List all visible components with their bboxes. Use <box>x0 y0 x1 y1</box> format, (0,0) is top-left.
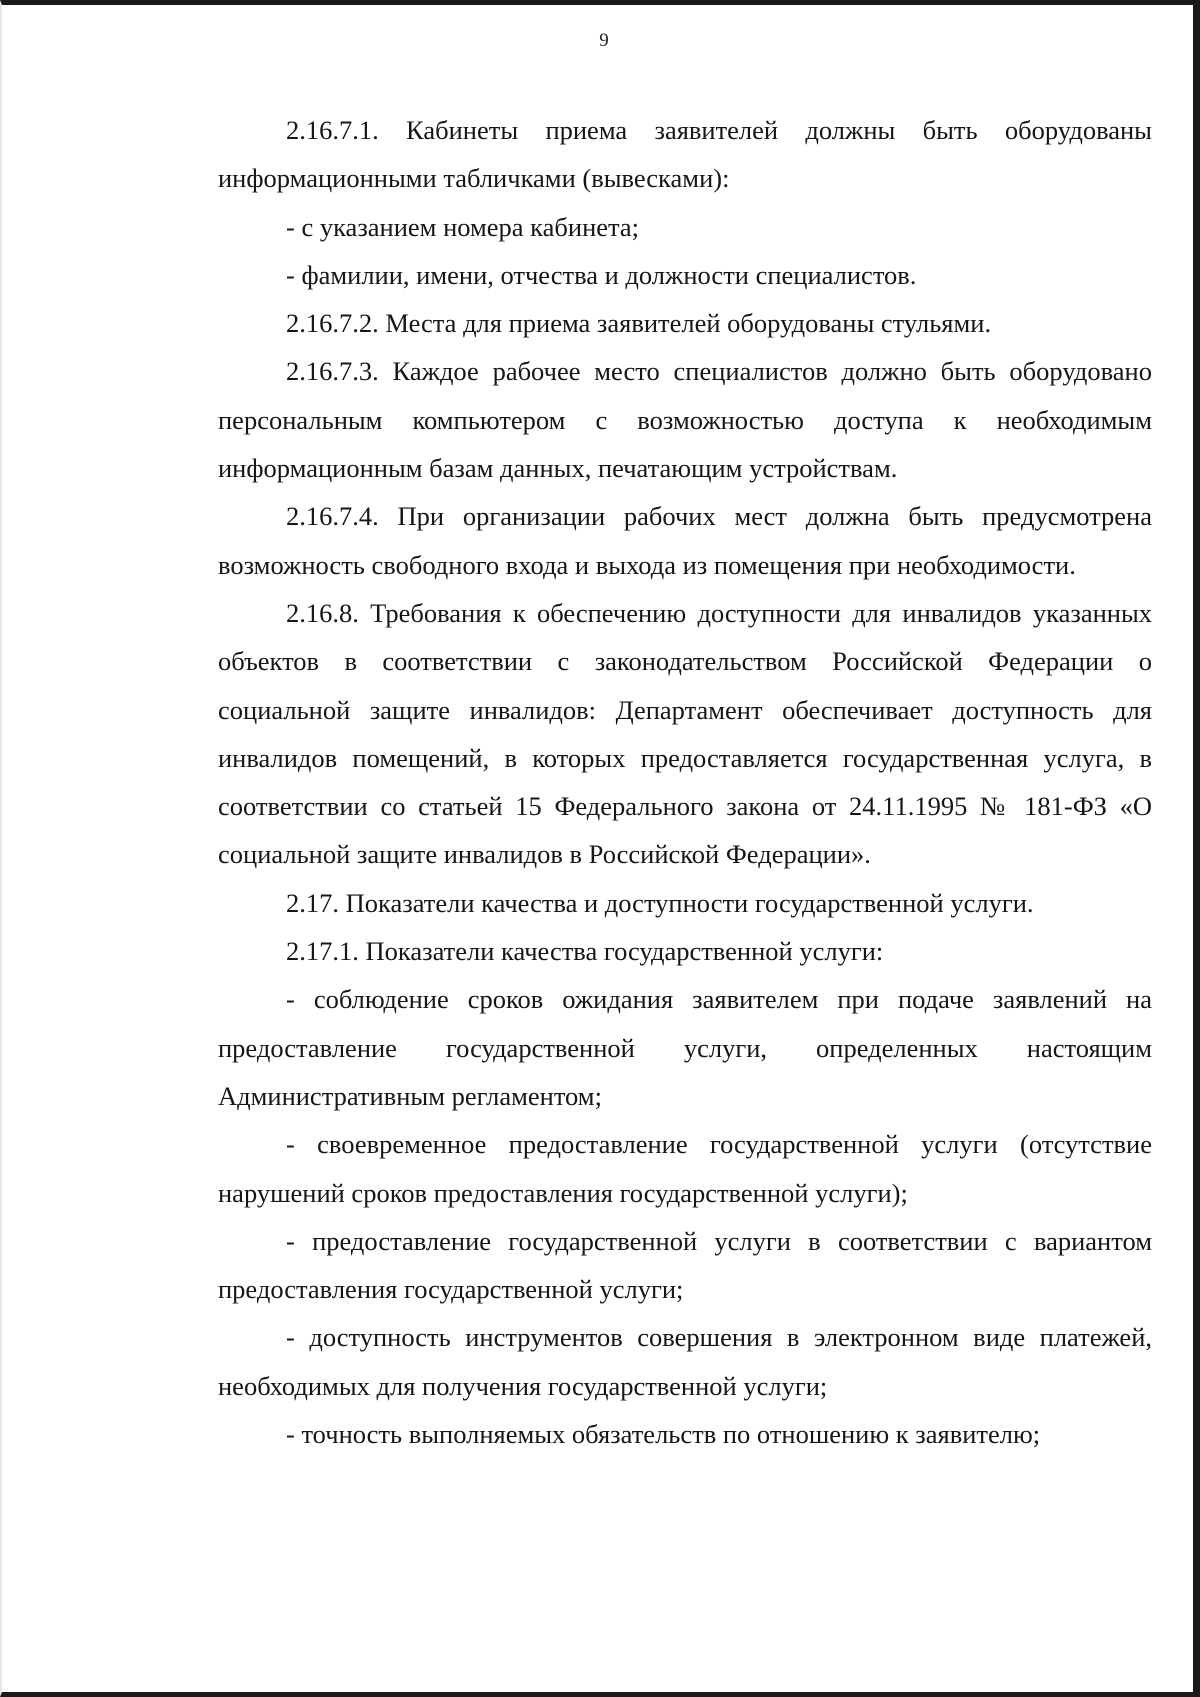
list-item-specialist-names: - фамилии, имени, отчества и должности специалистов. <box>286 259 917 290</box>
paragraph-2-16-7-1: 2.16.7.1. Кабинеты приема заявителей должны быть оборудованы информационными табличками (вывесками): <box>218 115 1152 194</box>
paragraph-2-16-7-2: 2.16.7.2. Места для приема заявителей оборудованы стульями. <box>286 308 992 339</box>
list-item-provision-variant: - предоставление государственной услуги в соответствии с вариантом предоставления государственной услуги; <box>218 1225 1152 1305</box>
list-item-room-number: - с указанием номера кабинета; <box>286 211 640 242</box>
document-body <box>218 106 1152 1458</box>
paragraph-2-17: 2.17. Показатели качества и доступности государственной услуги. <box>286 887 1034 918</box>
paragraph-2-17-1: 2.17.1. Показатели качества государственной услуги: <box>286 936 884 967</box>
list-item-electronic-payments: - доступность инструментов совершения в электронном виде платежей, необходимых для получения государственной услуги; <box>218 1322 1152 1401</box>
paragraph-2-16-8: 2.16.8. Требования к обеспечению доступности для инвалидов указанных объектов в соответствии с законодательством Российской Федерации о социальной защите инвалидов: Департамент обеспечивает доступность для инвалидов помещений, в которых предоставляется государственная услуга, в соответствии со статьей 15 Федерального закона от 24.11.1995 № 181-ФЗ «О социальной защите инвалидов в Российской Федерации». <box>218 597 1152 870</box>
list-item-waiting-deadlines: - соблюдение сроков ожидания заявителем при подаче заявлений на предоставление государственной услуги, определенных настоящим Административным регламентом; <box>218 984 1152 1111</box>
list-item-obligation-accuracy: - точность выполняемых обязательств по отношению к заявителю; <box>286 1419 1041 1450</box>
page-number: 9 <box>599 30 609 51</box>
paragraph-2-16-7-3: 2.16.7.3. Каждое рабочее место специалистов должно быть оборудовано персональным компьютером с возможностью доступа к необходимым информационным базам данных, печатающим устройствам. <box>218 356 1152 484</box>
paragraph-2-16-7-4: 2.16.7.4. При организации рабочих мест должна быть предусмотрена возможность свободного входа и выхода из помещения при необходимости. <box>218 501 1152 580</box>
list-item-timely-provision: - своевременное предоставление государственной услуги (отсутствие нарушений сроков предоставления государственной услуги); <box>218 1129 1152 1208</box>
